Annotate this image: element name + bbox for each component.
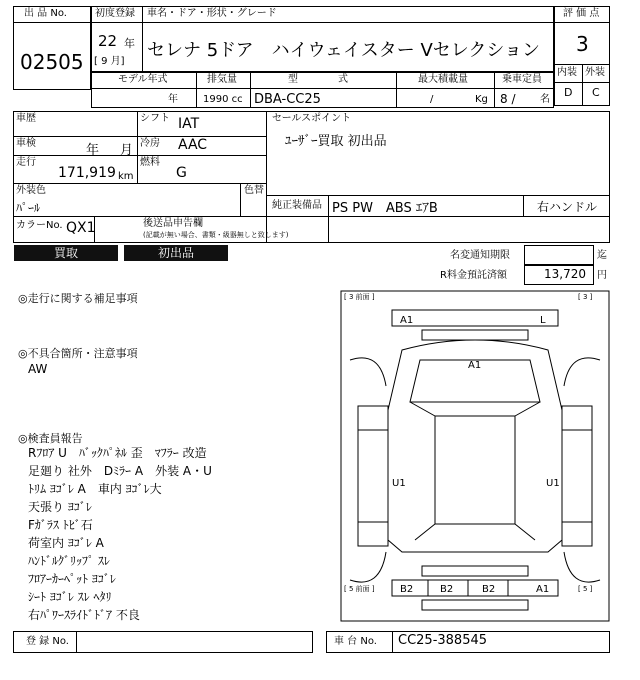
damage-rear-4: A1 — [536, 584, 550, 595]
car-damage-diagram — [340, 290, 610, 622]
displacement-value: 1990 cc — [203, 94, 243, 105]
damage-front-left: A1 — [400, 315, 414, 326]
sales-point-label: セールスポイント — [272, 113, 352, 124]
mileage-label: 走行 — [16, 157, 36, 168]
reg-no-label: 登 録 No. — [26, 636, 69, 647]
ac-value: AAC — [178, 137, 208, 153]
name-label: 車名・ドア・形状・グレード — [147, 8, 277, 19]
first-reg-year: 22 — [98, 32, 118, 50]
diagram-corner-tr: [ 3 ] — [578, 293, 593, 301]
first-reg-label: 初度登録 — [95, 8, 135, 19]
capacity-label: 乗車定員 — [502, 74, 542, 85]
lot-number: 02505 — [20, 50, 84, 74]
ac-label: 冷房 — [140, 138, 160, 149]
damage-right-side: U1 — [546, 478, 560, 489]
type-value: DBA-CC25 — [254, 92, 321, 107]
tag-purchase: 買取 — [14, 245, 118, 261]
interior-label: 内装 — [557, 67, 577, 78]
mileage-unit: km — [118, 171, 134, 182]
name-change-label: 名変通知期限 — [450, 250, 510, 261]
model-year-label: モデル年式 — [118, 74, 168, 85]
shaken-month: 月 — [120, 143, 134, 158]
car-name: セレナ 5ドア ハイウェイスター Vセレクション — [147, 40, 541, 61]
docs-note: (記載が無い場合、書類・級器無しと致します) — [143, 231, 289, 239]
shift-label: シフト — [140, 113, 170, 124]
score-value: 3 — [576, 32, 589, 56]
displacement-label: 排気量 — [207, 74, 237, 85]
interior-grade: D — [564, 86, 573, 99]
diagram-corner-tl: [ 3 前面 ] — [344, 293, 375, 301]
shift-value: IAT — [178, 116, 200, 132]
exterior-grade: C — [592, 86, 600, 99]
running-notes-title: ◎走行に関する補足事項 — [18, 292, 138, 305]
recycle-unit: 円 — [597, 270, 607, 281]
score-label: 評 価 点 — [563, 8, 600, 19]
inspector-line: Rﾌﾛｱ U ﾊﾞｯｸﾊﾟﾈﾙ 歪 ﾏﾌﾗｰ 改造 — [28, 446, 207, 460]
ext-color-value: ﾊﾟｰﾙ — [16, 201, 41, 215]
max-load-label: 最大積載量 — [418, 74, 468, 85]
recycle-label: R料金預託済額 — [440, 270, 507, 281]
inspector-line: Fｶﾞﾗｽ ﾄﾋﾞ石 — [28, 518, 93, 532]
color-no-value: QX1 — [66, 220, 96, 236]
model-year-unit: 年 — [168, 94, 178, 105]
diagram-corner-br: [ 5 ] — [578, 585, 593, 593]
inspector-line: ﾄﾘﾑ ﾖｺﾞﾚ A 車内 ﾖｺﾞﾚ大 — [28, 482, 162, 496]
docs-label: 後送品申告欄 — [143, 218, 203, 229]
defects-value: AW — [28, 362, 48, 376]
damage-rear-3: B2 — [482, 584, 496, 595]
inspector-title: ◎検査員報告 — [18, 432, 83, 445]
inspector-line: 荷室内 ﾖｺﾞﾚ A — [28, 536, 104, 550]
name-change-box — [524, 245, 594, 265]
oem-value: PS PW ABS ｴｱB — [332, 201, 438, 216]
year-unit: 年 — [124, 37, 135, 50]
capacity-unit: 名 — [540, 94, 550, 105]
shaken-label: 車検 — [16, 138, 36, 149]
sales-point-value: ﾕｰｻﾞｰ買取 初出品 — [285, 134, 387, 149]
fuel-label: 燃料 — [140, 157, 160, 168]
name-change-unit: 迄 — [597, 250, 607, 261]
max-load-value: / — [430, 94, 434, 105]
steering-value: 右ハンドル — [537, 200, 598, 214]
damage-hood: A1 — [468, 360, 482, 371]
inspector-line: 天張り ﾖｺﾞﾚ — [28, 500, 92, 514]
history-label: 車歴 — [16, 113, 36, 124]
shaken-year: 年 — [86, 143, 100, 158]
fuel-value: G — [176, 165, 187, 181]
inspector-line: ﾊﾝﾄﾞﾙｸﾞﾘｯﾌﾟ ｽﾚ — [28, 554, 110, 568]
recycle-amount: 13,720 — [544, 267, 586, 281]
damage-rear-2: B2 — [440, 584, 454, 595]
inspector-line: 足廻り 社外 Dﾐﾗｰ A 外装 A・U — [28, 464, 212, 478]
damage-rear-1: B2 — [400, 584, 414, 595]
inspector-line: ﾌﾛｱｰｶｰﾍﾟｯﾄ ﾖｺﾞﾚ — [28, 572, 116, 586]
mileage-value: 171,919 — [58, 165, 116, 181]
inspector-line: ｼｰﾄ ﾖｺﾞﾚ ｽﾚ ﾍﾀﾘ — [28, 590, 112, 604]
lot-label: 出 品 No. — [24, 8, 67, 19]
defects-title: ◎不具合箇所・注意事項 — [18, 347, 138, 360]
tag-first-listing: 初出品 — [124, 245, 228, 261]
chassis-number: CC25-388545 — [398, 633, 488, 648]
capacity-value: 8 / — [500, 92, 516, 106]
color-change-label: 色替 — [244, 185, 264, 196]
color-no-label: カラーNo. — [16, 220, 63, 231]
oem-label: 純正装備品 — [272, 200, 322, 211]
ext-color-label: 外装色 — [16, 185, 46, 196]
damage-front-right: L — [540, 315, 546, 326]
type-label: 型 式 — [288, 74, 348, 85]
max-load-unit: Kg — [475, 94, 488, 105]
exterior-label: 外装 — [585, 67, 605, 78]
diagram-corner-bl: [ 5 前面 ] — [344, 585, 375, 593]
chassis-label: 車 台 No. — [334, 636, 377, 647]
first-reg-month: [ 9 月] — [94, 56, 125, 67]
damage-left-side: U1 — [392, 478, 406, 489]
inspector-line: 右ﾊﾟﾜｰｽﾗｲﾄﾞﾄﾞｱ 不良 — [28, 608, 140, 622]
